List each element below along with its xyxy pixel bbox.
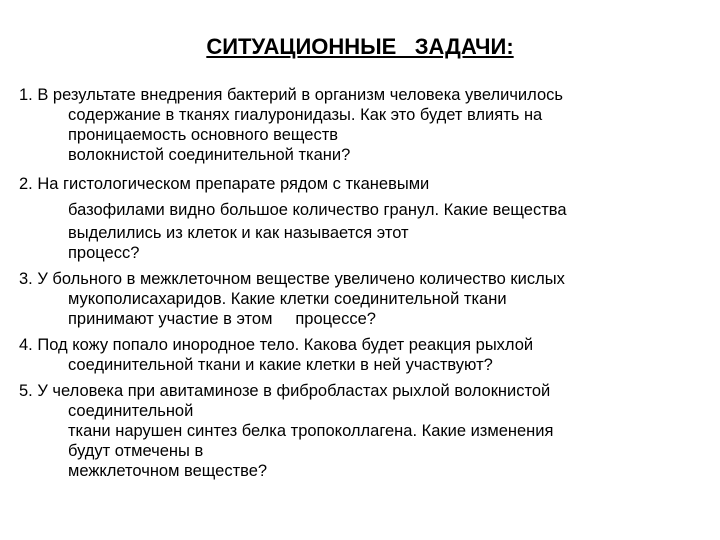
task-5-line-3: ткани нарушен синтез белка тропоколлагена. Какие изменения bbox=[68, 422, 554, 440]
task-3-line-3: принимают участие в этом процессе? bbox=[68, 310, 376, 328]
task-3-line-1: 3. У больного в межклеточном веществе увеличено количество кислых bbox=[19, 270, 565, 288]
task-1-line-2: содержание в тканях гиалуронидазы. Как это будет влиять на bbox=[68, 106, 543, 124]
task-5-line-4: будут отмечены в bbox=[68, 442, 204, 460]
task-list bbox=[19, 85, 699, 481]
task-4-line-1: 4. Под кожу попало инородное тело. Какова будет реакция рыхлой bbox=[19, 336, 534, 354]
task-2-line-4: процесс? bbox=[68, 244, 140, 262]
task-1-line-4: волокнистой соединительной ткани? bbox=[68, 146, 351, 164]
task-2-line-2: базофилами видно большое количество гранул. Какие вещества bbox=[68, 201, 567, 219]
task-3 bbox=[19, 269, 699, 329]
task-5-line-1: 5. У человека при авитаминозе в фибробластах рыхлой волокнистой bbox=[19, 382, 551, 400]
task-2-line-3: выделились из клеток и как называется этот bbox=[68, 224, 409, 242]
task-4-line-2: соединительной ткани и какие клетки в ней участвуют? bbox=[68, 356, 493, 374]
task-5-line-2: соединительной bbox=[68, 402, 194, 420]
task-5 bbox=[19, 381, 699, 481]
task-2 bbox=[19, 171, 699, 263]
task-3-line-2: мукополисахаридов. Какие клетки соединительной ткани bbox=[68, 290, 507, 308]
task-5-line-5: межклеточном веществе? bbox=[68, 462, 268, 480]
task-4 bbox=[19, 335, 699, 375]
task-1-line-3: проницаемость основного веществ bbox=[68, 126, 339, 144]
slide-title: СИТУАЦИОННЫЕ ЗАДАЧИ: bbox=[206, 34, 514, 59]
task-1 bbox=[19, 85, 699, 165]
task-2-line-1: 2. На гистологическом препарате рядом с тканевыми bbox=[19, 175, 430, 193]
task-1-line-1: 1. В результате внедрения бактерий в организм человека увеличилось bbox=[19, 86, 563, 104]
